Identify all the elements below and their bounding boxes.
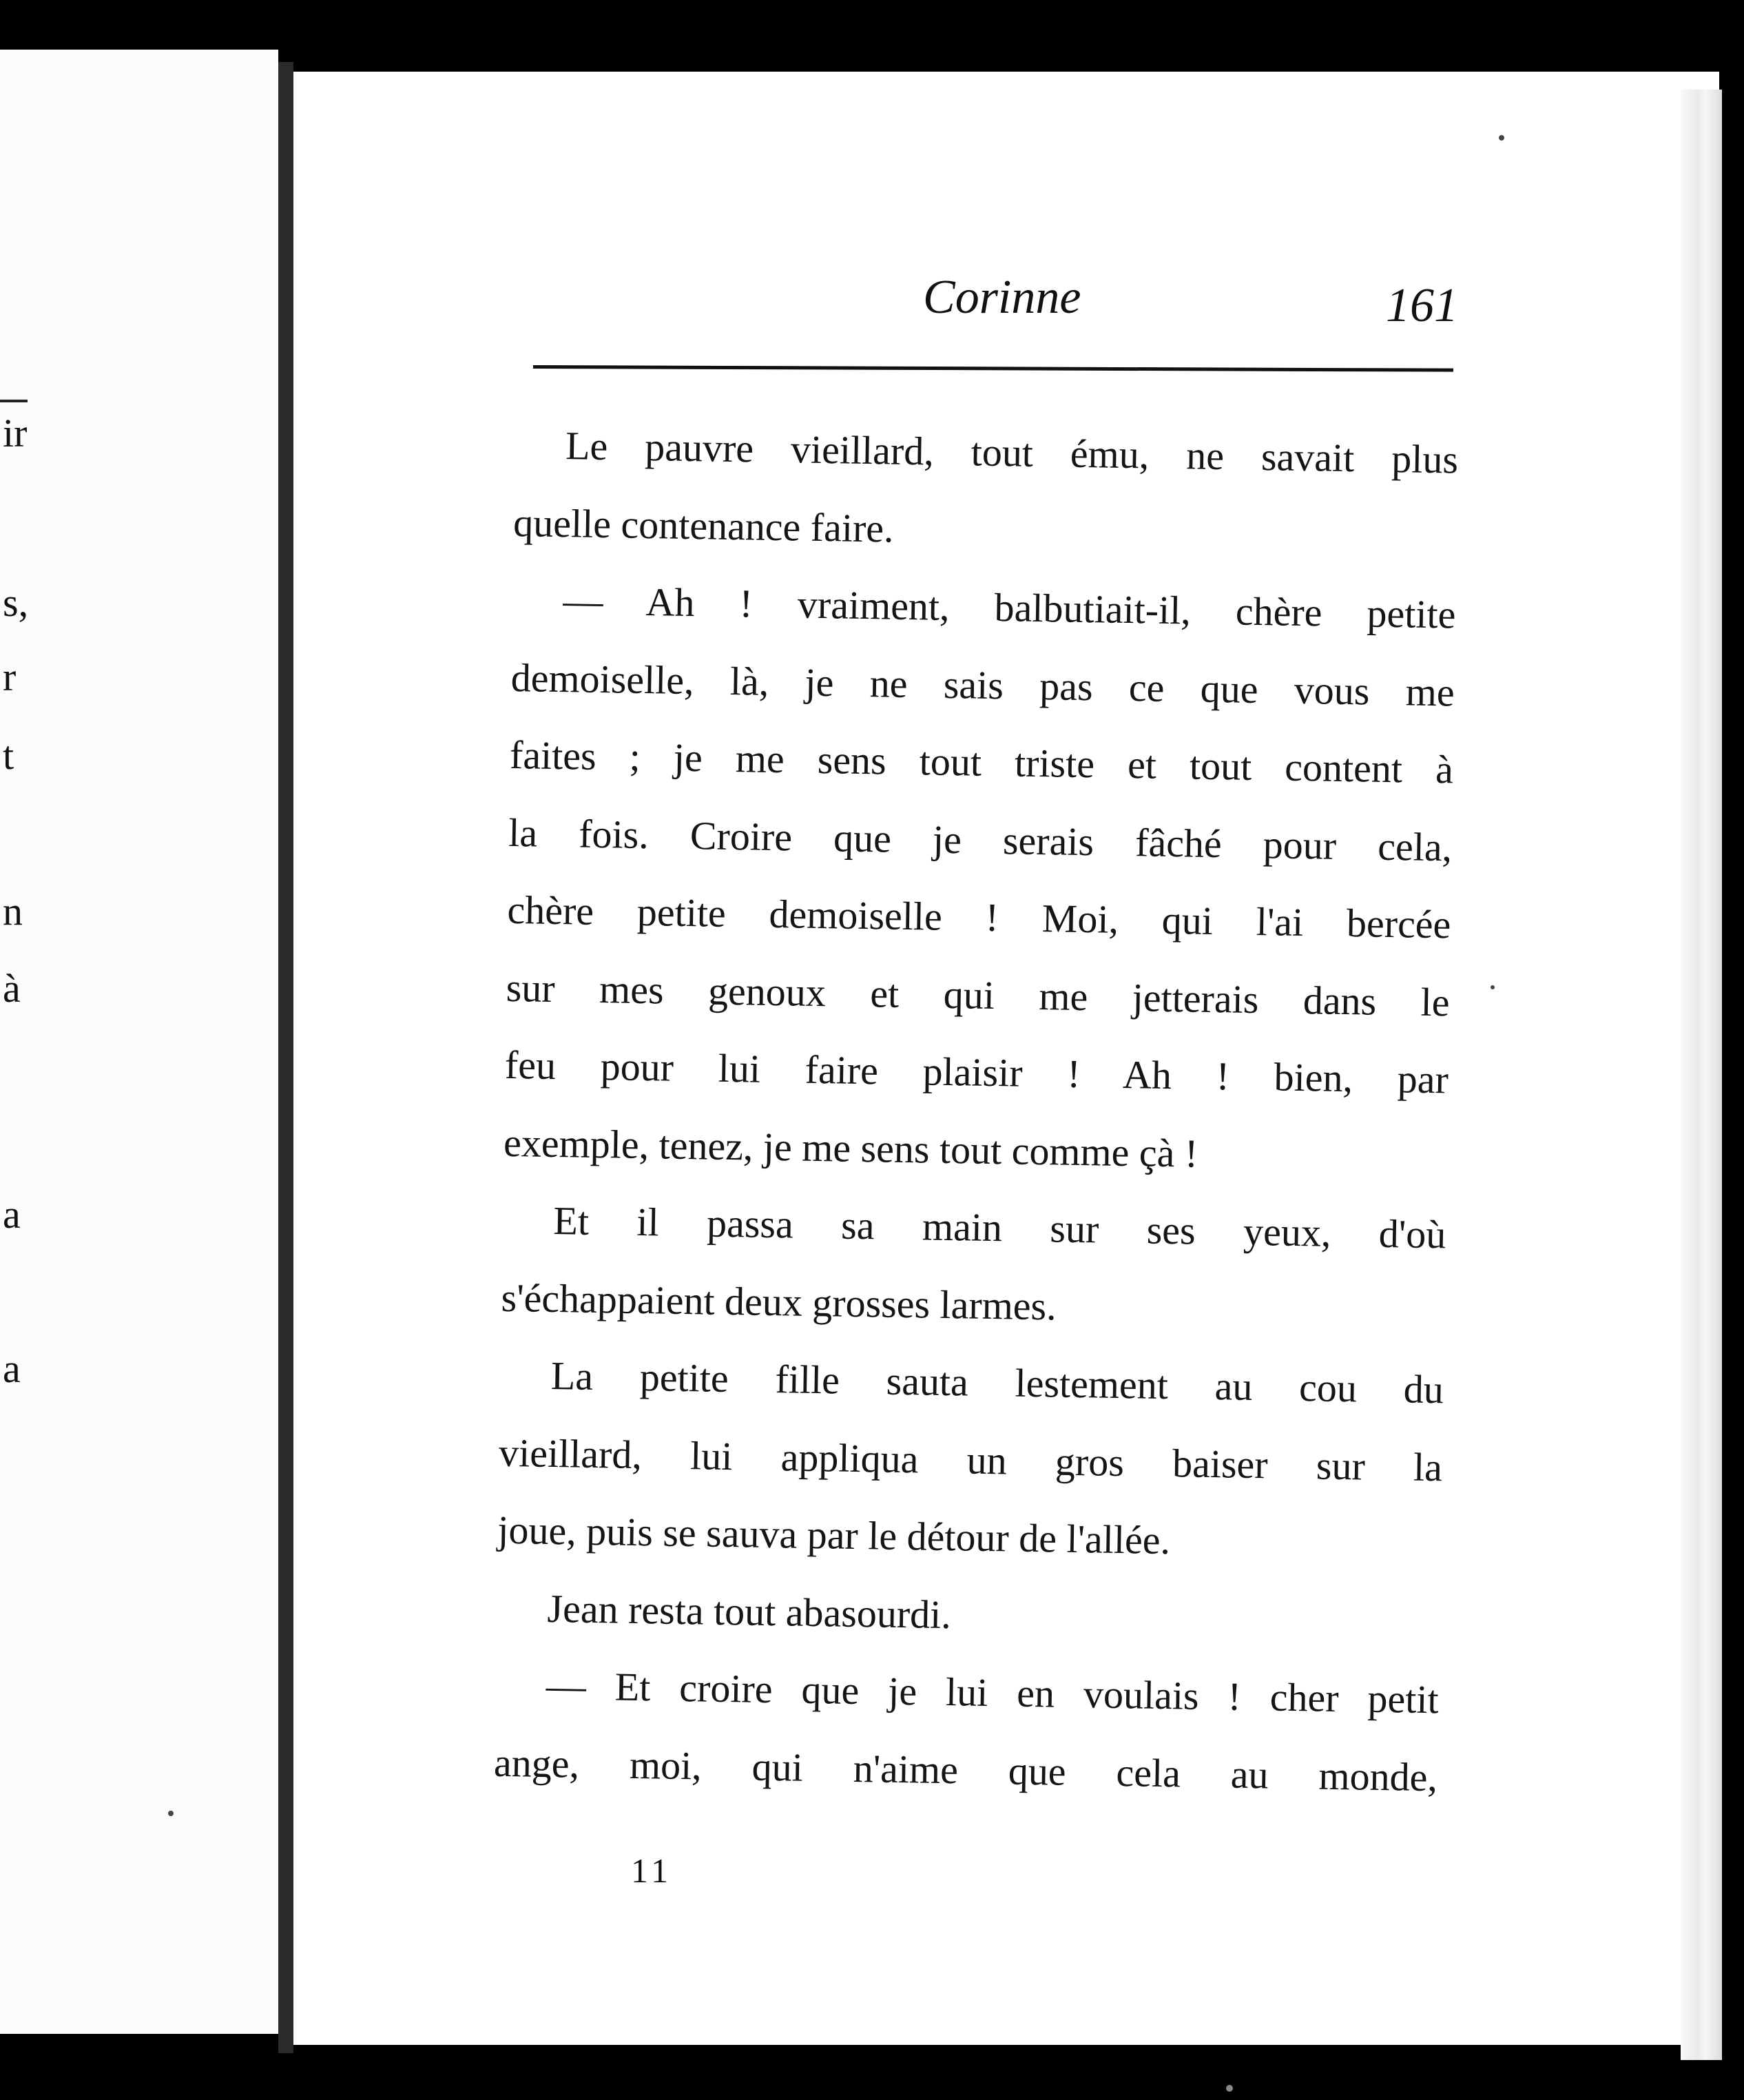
text-line: la fois. Croire que je serais fâché pour cela,: [508, 810, 1453, 869]
left-page-fragment: à: [3, 966, 21, 1011]
text-line: Et il passa sa main sur ses yeux, d'où: [552, 1198, 1446, 1257]
text-line: Jean resta tout abasourdi.: [547, 1585, 952, 1637]
left-page-fragment: n: [3, 889, 23, 934]
dust-speck: [1226, 2085, 1233, 2092]
text-line: exemple, tenez, je me sens tout comme çà !: [503, 1120, 1198, 1176]
left-page-fragment: r: [3, 655, 17, 699]
left-page-rule: [0, 400, 28, 402]
dust-speck: [1491, 985, 1495, 989]
text-line: Le pauvre vieillard, tout ému, ne savait plus: [565, 423, 1459, 482]
text-line: ange, moi, qui n'aime que cela au monde,: [493, 1740, 1438, 1800]
book-gutter: [278, 62, 293, 2053]
text-line: feu pour lui faire plaisir ! Ah ! bien, par: [504, 1042, 1449, 1102]
left-page-fragment: s,: [3, 580, 29, 625]
page-edge-stack: [1681, 90, 1722, 2060]
text-line: — Et croire que je lui en voulais ! cher petit: [546, 1662, 1440, 1722]
dust-speck: [168, 1811, 174, 1816]
text-line: joue, puis se sauva par le détour de l'allée.: [497, 1507, 1171, 1563]
text-line: demoiselle, là, je ne sais pas ce que vous me: [510, 655, 1455, 714]
text-line: s'échappaient deux grosses larmes.: [501, 1275, 1057, 1328]
left-page-fragment: ir: [3, 411, 28, 455]
text-line: vieillard, lui appliqua un gros baiser sur la: [498, 1430, 1443, 1490]
text-line: — Ah ! vraiment, balbutiait-il, chère petite: [563, 578, 1456, 637]
text-line: faites ; je me sens tout triste et tout content à: [509, 732, 1454, 792]
dust-speck: [1499, 135, 1504, 141]
text-line: quelle contenance faire.: [512, 500, 895, 551]
body-text: [493, 406, 1459, 1816]
text-line: La petite fille sauta lestement au cou du: [550, 1352, 1444, 1412]
signature-mark: 11: [631, 1851, 673, 1890]
left-page-fragment: a: [3, 1346, 21, 1391]
left-page-fragment: a: [3, 1192, 21, 1237]
running-head: Corinne: [923, 271, 1081, 324]
left-page-fragment: t: [3, 733, 14, 778]
left-facing-page: [0, 50, 278, 2034]
text-line: sur mes genoux et qui me jetterais dans le: [506, 965, 1451, 1025]
text-line: chère petite demoiselle ! Moi, qui l'ai bercée: [507, 887, 1451, 947]
page-number: 161: [1386, 279, 1458, 332]
